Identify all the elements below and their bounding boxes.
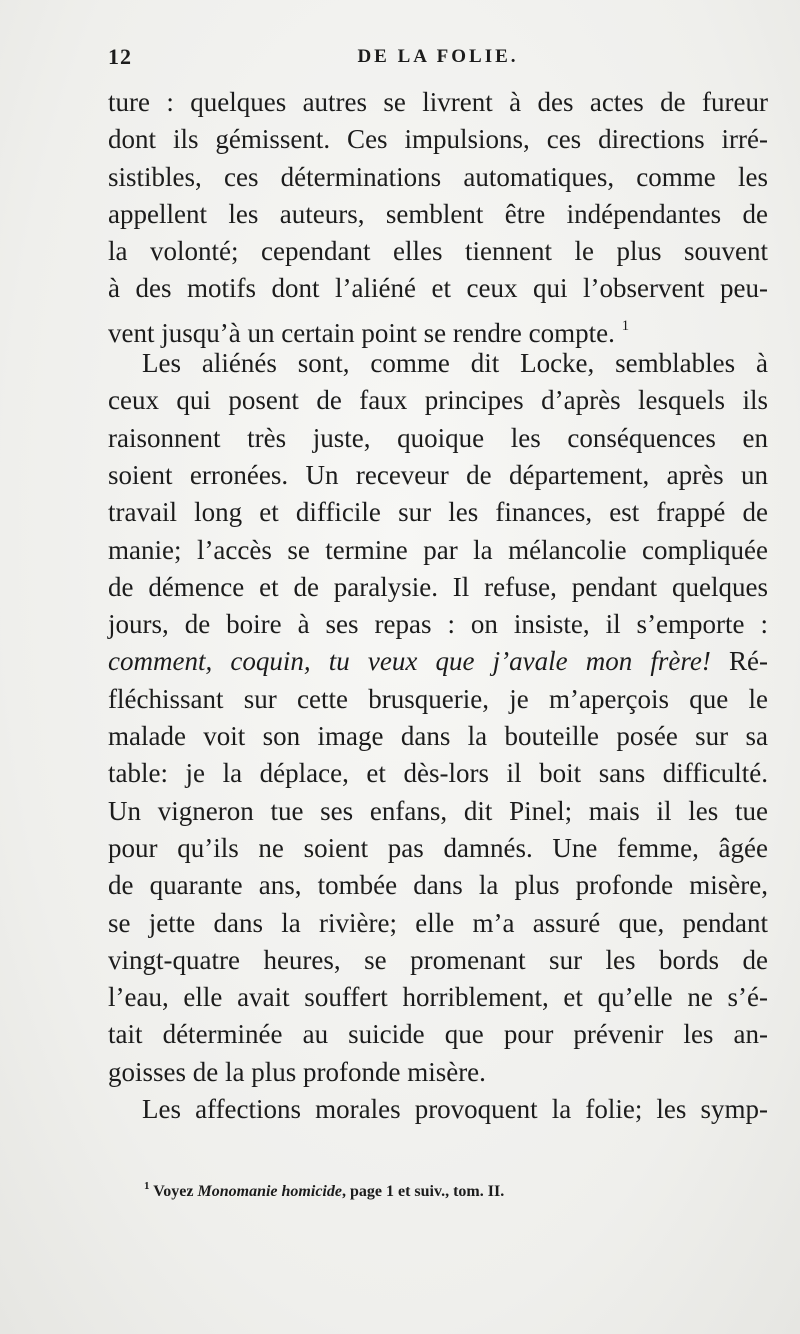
text-line: vent jusqu’à un certain point se rendre compte.	[108, 317, 615, 348]
text-line: travail long et difficile sur les finances, est frappé de	[108, 497, 768, 528]
text-line: jours, de boire à ses repas : on insiste, il s’emporte :	[108, 609, 768, 640]
text-line: de démence et de paralysie. Il refuse, pendant quelques	[108, 571, 768, 602]
footnote-lead: Voyez	[153, 1183, 194, 1200]
text-line: dont ils gémissent. Ces impulsions, ces directions irré-	[108, 124, 768, 155]
text-fragment: Ré-	[729, 646, 769, 677]
body-text	[108, 84, 768, 1128]
page-number: 12	[108, 44, 132, 69]
text-line: raisonnent très juste, quoique les conséquences en	[108, 422, 768, 453]
text-line: sistibles, ces déterminations automatiques, comme les	[108, 161, 768, 192]
text-line: Les affections morales provoquent la folie; les symp-	[142, 1094, 768, 1125]
text-line: Les aliénés sont, comme dit Locke, semblables à	[142, 348, 768, 379]
page-header	[108, 44, 768, 78]
running-title: DE LA FOLIE.	[357, 46, 519, 67]
paragraph-end-line	[108, 308, 768, 348]
text-line: vingt-quatre heures, se promenant sur les bords de	[108, 944, 768, 975]
text-line: Un vigneron tue ses enfans, dit Pinel; mais il les tue	[108, 795, 768, 826]
footnote-title: Monomanie homicide	[197, 1183, 342, 1200]
text-line: à des motifs dont l’aliéné et ceux qui l’observent peu-	[108, 273, 768, 304]
text-line: pour qu’ils ne soient pas damnés. Une femme, âgée	[108, 832, 768, 863]
text-line: malade voit son image dans la bouteille posée sur sa	[108, 721, 768, 752]
italic-quote: comment, coquin, tu veux que j’avale mon frère!	[108, 646, 711, 677]
text-line: fléchissant sur cette brusquerie, je m’aperçois que le	[108, 683, 768, 714]
text-line: manie; l’accès se termine par la mélancolie compliquée	[108, 534, 768, 565]
text-line: de quarante ans, tombée dans la plus profonde misère,	[108, 870, 768, 901]
text-line: goisses de la plus profonde misère.	[108, 1056, 486, 1087]
text-line: l’eau, elle avait souffert horriblement, et qu’elle ne s’é-	[108, 982, 768, 1013]
footnote	[144, 1180, 744, 1201]
footnote-reference: 1	[621, 317, 630, 334]
text-line: appellent les auteurs, semblent être indépendantes de	[108, 198, 768, 229]
text-line: se jette dans la rivière; elle m’a assuré que, pendant	[108, 907, 768, 938]
text-line: la volonté; cependant elles tiennent le plus souvent	[108, 236, 768, 267]
text-line: tait déterminée au suicide que pour prévenir les an-	[108, 1019, 768, 1050]
footnote-rest: , page 1 et suiv., tom. II.	[341, 1183, 505, 1200]
text-line: ture : quelques autres se livrent à des actes de fureur	[108, 87, 768, 117]
text-line: table: je la déplace, et dès-lors il boit sans difficulté.	[108, 758, 768, 789]
footnote-marker: 1	[144, 1180, 150, 1192]
mixed-line	[108, 643, 768, 680]
text-line: soient erronées. Un receveur de département, après un	[108, 459, 768, 490]
text-line: ceux qui posent de faux principes d’après lesquels ils	[108, 385, 768, 416]
